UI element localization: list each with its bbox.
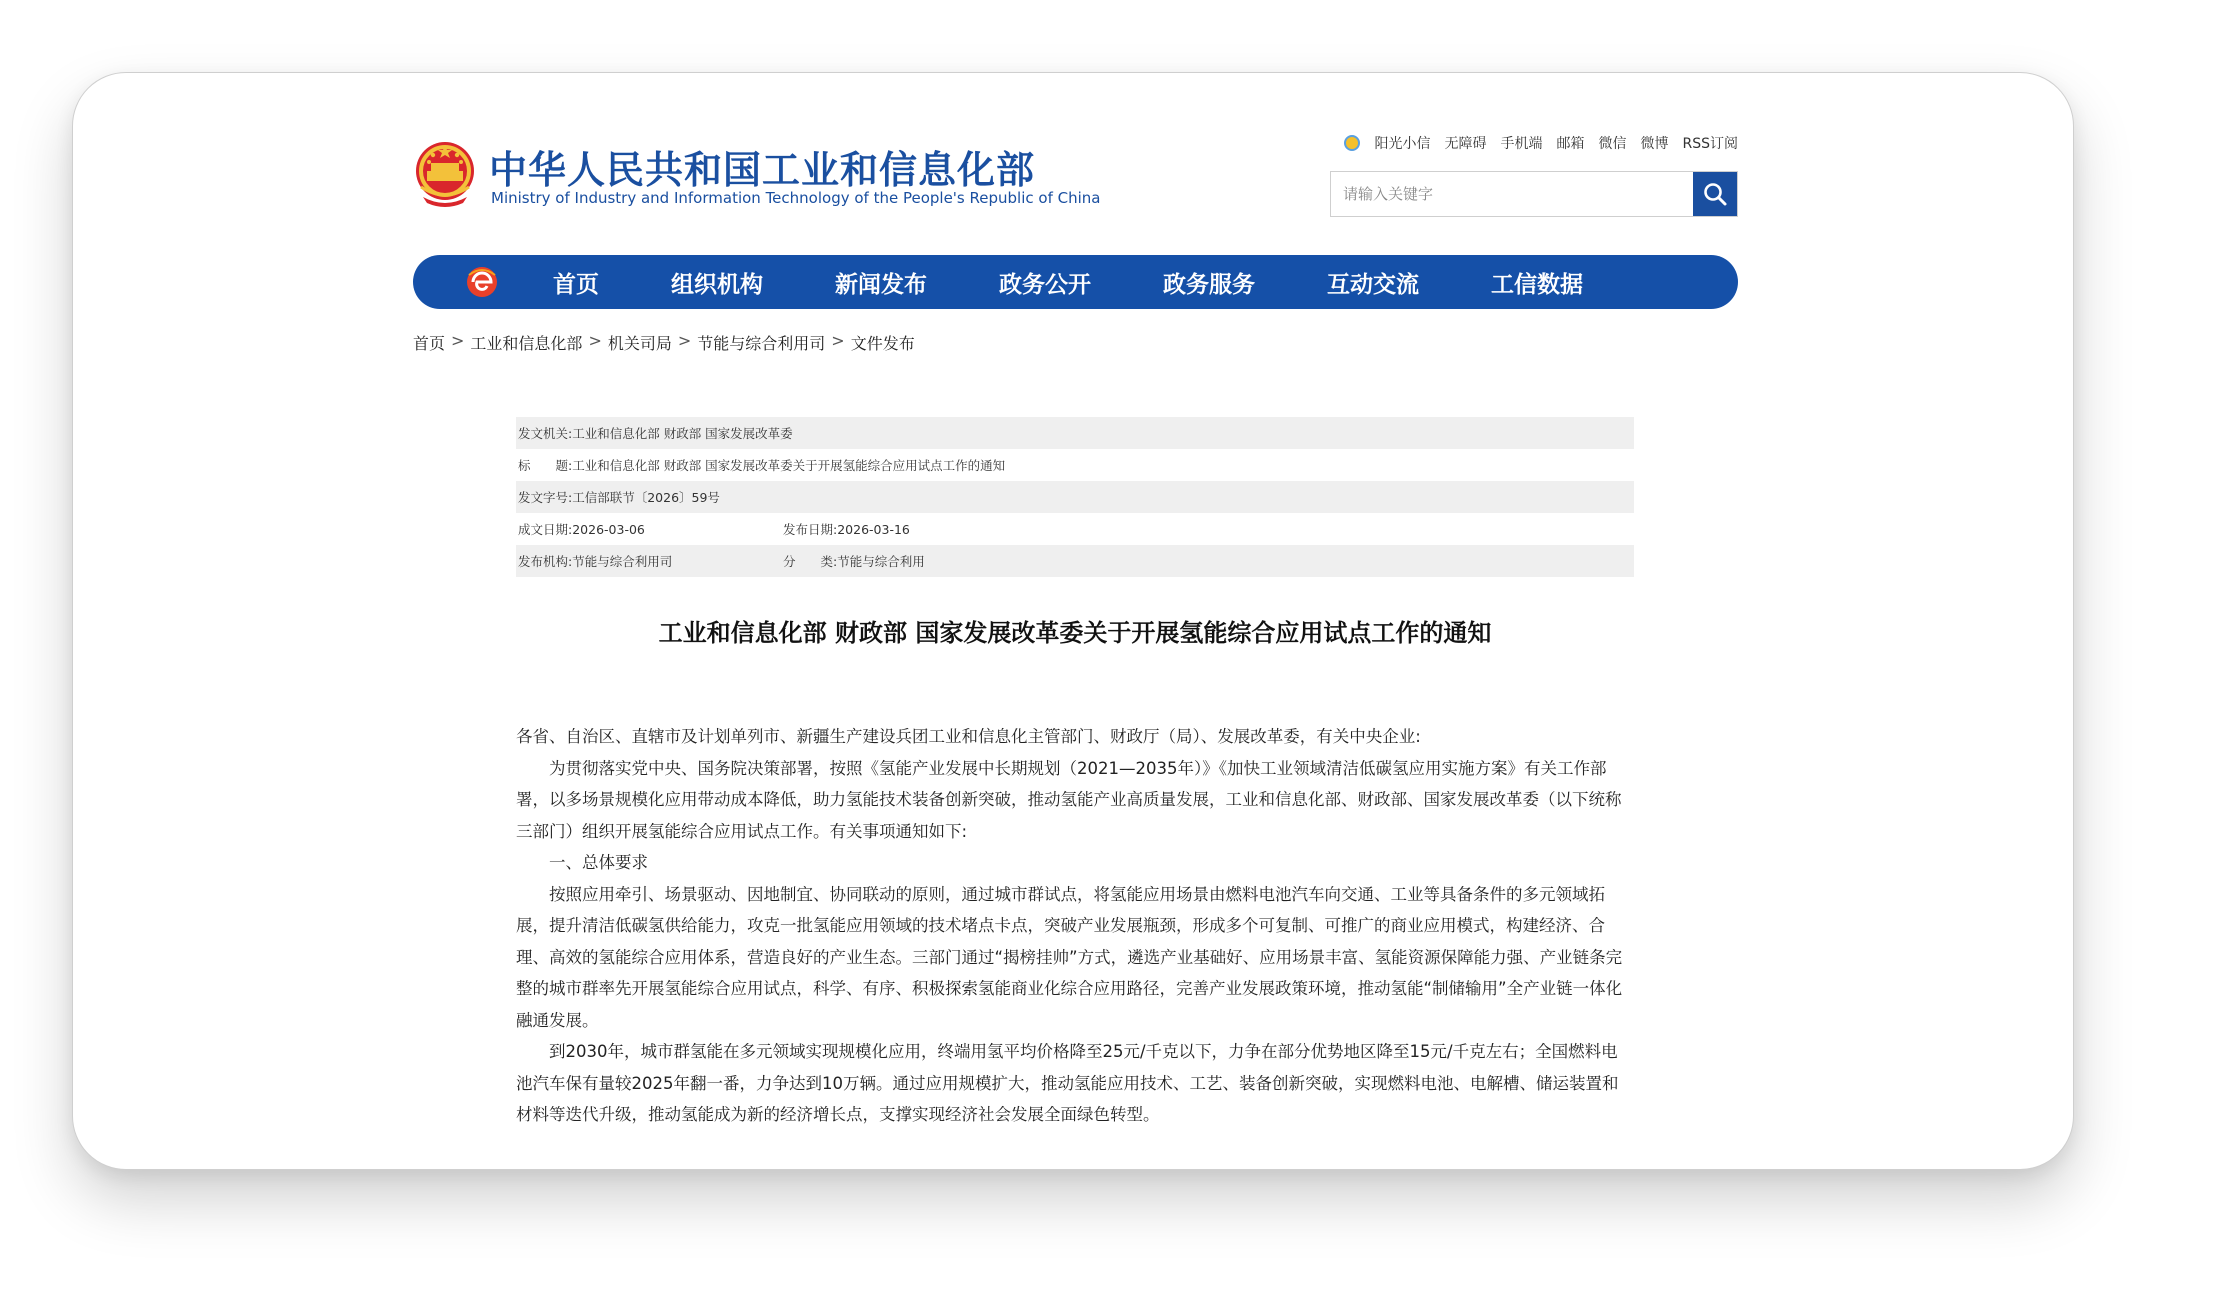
- link-wechat[interactable]: 微信: [1598, 136, 1627, 152]
- meta-row-dates: [516, 513, 1634, 545]
- nav-interaction[interactable]: 互动交流: [1327, 271, 1419, 298]
- meta-created: 2026-03-06: [572, 522, 645, 537]
- meta-published-label: 发布日期:: [783, 522, 838, 537]
- nav-government-affairs[interactable]: 政务公开: [999, 271, 1091, 298]
- browser-window: [72, 72, 2074, 1170]
- national-emblem-icon: [413, 137, 477, 209]
- site-name-en: Ministry of Industry and Information Technology of the People's Republic of China: [491, 189, 1101, 207]
- site-logo[interactable]: [413, 137, 1101, 217]
- salutation: 各省、自治区、直辖市及计划单列市、新疆生产建设兵团工业和信息化主管部门、财政厅（局）、发展改革委，有关中央企业:: [516, 727, 1421, 746]
- search-button[interactable]: [1693, 172, 1737, 216]
- link-yangguang[interactable]: 阳光小信: [1374, 136, 1431, 152]
- link-mobile[interactable]: 手机端: [1500, 136, 1543, 152]
- paragraph: 为贯彻落实党中央、国务院决策部署，按照《氢能产业发展中长期规划（2021—2035年）》《加快工业领域清洁低碳氢应用实施方案》有关工作部署，以多场景规模化应用带动成本降低，助力氢能技术装备创新突破，推动氢能产业高质量发展，工业和信息化部、财政部、国家发展改革委（以下统称三部门）组织开展氢能综合应用试点工作。有关事项通知如下:: [516, 758, 1622, 841]
- meta-category-label: 分 类:: [783, 554, 838, 569]
- site-name-cn: 中华人民共和国工业和信息化部: [489, 148, 1036, 192]
- meta-title-label: 标 题:: [518, 458, 573, 473]
- viewport-clip: [413, 1131, 1738, 1170]
- breadcrumb-departments[interactable]: 机关司局: [607, 334, 672, 353]
- paragraph: 到2030年，城市群氢能在多元领域实现规模化应用，终端用氢平均价格降至25元/千克以下，力争在部分优势地区降至15元/千克左右；全国燃料电池汽车保有量较2025年翻一番，力争达到10万辆。通过应用规模扩大，推动氢能应用技术、工艺、装备创新突破，实现燃料电池、电解槽、储运装置和材料等迭代升级，推动氢能成为新的经济增长点，支撑实现经济社会发展全面绿色转型。: [516, 1042, 1619, 1124]
- breadcrumb-separator: >: [588, 331, 602, 350]
- link-weibo[interactable]: 微博: [1640, 136, 1669, 152]
- nav-news[interactable]: 新闻发布: [835, 271, 927, 298]
- meta-org-label: 发布机构:: [518, 554, 573, 569]
- breadcrumb: [413, 331, 915, 354]
- search-input[interactable]: [1331, 172, 1691, 216]
- search-box: [1330, 171, 1738, 217]
- meta-published: 2026-03-16: [837, 522, 910, 537]
- meta-row-docno: [516, 481, 1634, 513]
- breadcrumb-separator: >: [451, 331, 465, 350]
- nav-data[interactable]: 工信数据: [1491, 271, 1583, 298]
- miit-logo-icon[interactable]: [465, 265, 499, 299]
- meta-row-issuer: [516, 417, 1634, 449]
- meta-issuer: 工业和信息化部 财政部 国家发展改革委: [572, 426, 793, 441]
- sunshine-icon: [1344, 135, 1360, 151]
- link-mail[interactable]: 邮箱: [1556, 136, 1585, 152]
- nav-organization[interactable]: 组织机构: [671, 271, 763, 298]
- document-metadata: [516, 417, 1634, 577]
- top-links: [1344, 133, 1738, 153]
- document-title: 工业和信息化部 财政部 国家发展改革委关于开展氢能综合应用试点工作的通知: [658, 619, 1492, 647]
- link-accessibility[interactable]: 无障碍: [1444, 136, 1487, 152]
- meta-org: 节能与综合利用司: [572, 554, 673, 569]
- paragraph: 按照应用牵引、场景驱动、因地制宜、协同联动的原则，通过城市群试点，将氢能应用场景由燃料电池汽车向交通、工业等具备条件的多元领域拓展，提升清洁低碳氢供给能力，攻克一批氢能应用领域的技术堵点卡点，突破产业发展瓶颈，形成多个可复制、可推广的商业应用模式，构建经济、合理、高效的氢能综合应用体系，营造良好的产业生态。三部门通过“揭榜挂帅”方式，遴选产业基础好、应用场景丰富、氢能资源保障能力强、产业链条完整的城市群率先开展氢能综合应用试点，科学、有序、积极探索氢能商业化综合应用路径，完善产业发展政策环境，推动氢能“制储输用”全产业链一体化融通发展。: [516, 884, 1623, 1030]
- breadcrumb-home[interactable]: 首页: [413, 334, 446, 353]
- meta-docno: 工信部联节〔2026〕59号: [572, 490, 720, 505]
- meta-title: 工业和信息化部 财政部 国家发展改革委关于开展氢能综合应用试点工作的通知: [572, 458, 1006, 473]
- breadcrumb-miit[interactable]: 工业和信息化部: [470, 334, 583, 353]
- meta-row-title: [516, 449, 1634, 481]
- page-content: [413, 73, 1738, 1169]
- meta-category: 节能与综合利用: [837, 554, 925, 569]
- section-heading: 一、总体要求: [549, 853, 648, 872]
- breadcrumb-separator: >: [677, 331, 692, 350]
- document-body: [516, 721, 1634, 1162]
- link-rss[interactable]: RSS订阅: [1682, 136, 1738, 152]
- meta-docno-label: 发文字号:: [518, 490, 573, 505]
- meta-created-label: 成文日期:: [518, 522, 573, 537]
- main-nav: [413, 255, 1738, 309]
- search-icon: [1702, 181, 1728, 207]
- nav-services[interactable]: 政务服务: [1163, 271, 1255, 298]
- meta-row-org: [516, 545, 1634, 577]
- breadcrumb-energy-saving[interactable]: 节能与综合利用司: [697, 334, 826, 353]
- breadcrumb-separator: >: [831, 331, 845, 350]
- nav-home[interactable]: 首页: [553, 271, 599, 298]
- breadcrumb-documents[interactable]: 文件发布: [850, 334, 915, 353]
- meta-issuer-label: 发文机关:: [518, 426, 573, 441]
